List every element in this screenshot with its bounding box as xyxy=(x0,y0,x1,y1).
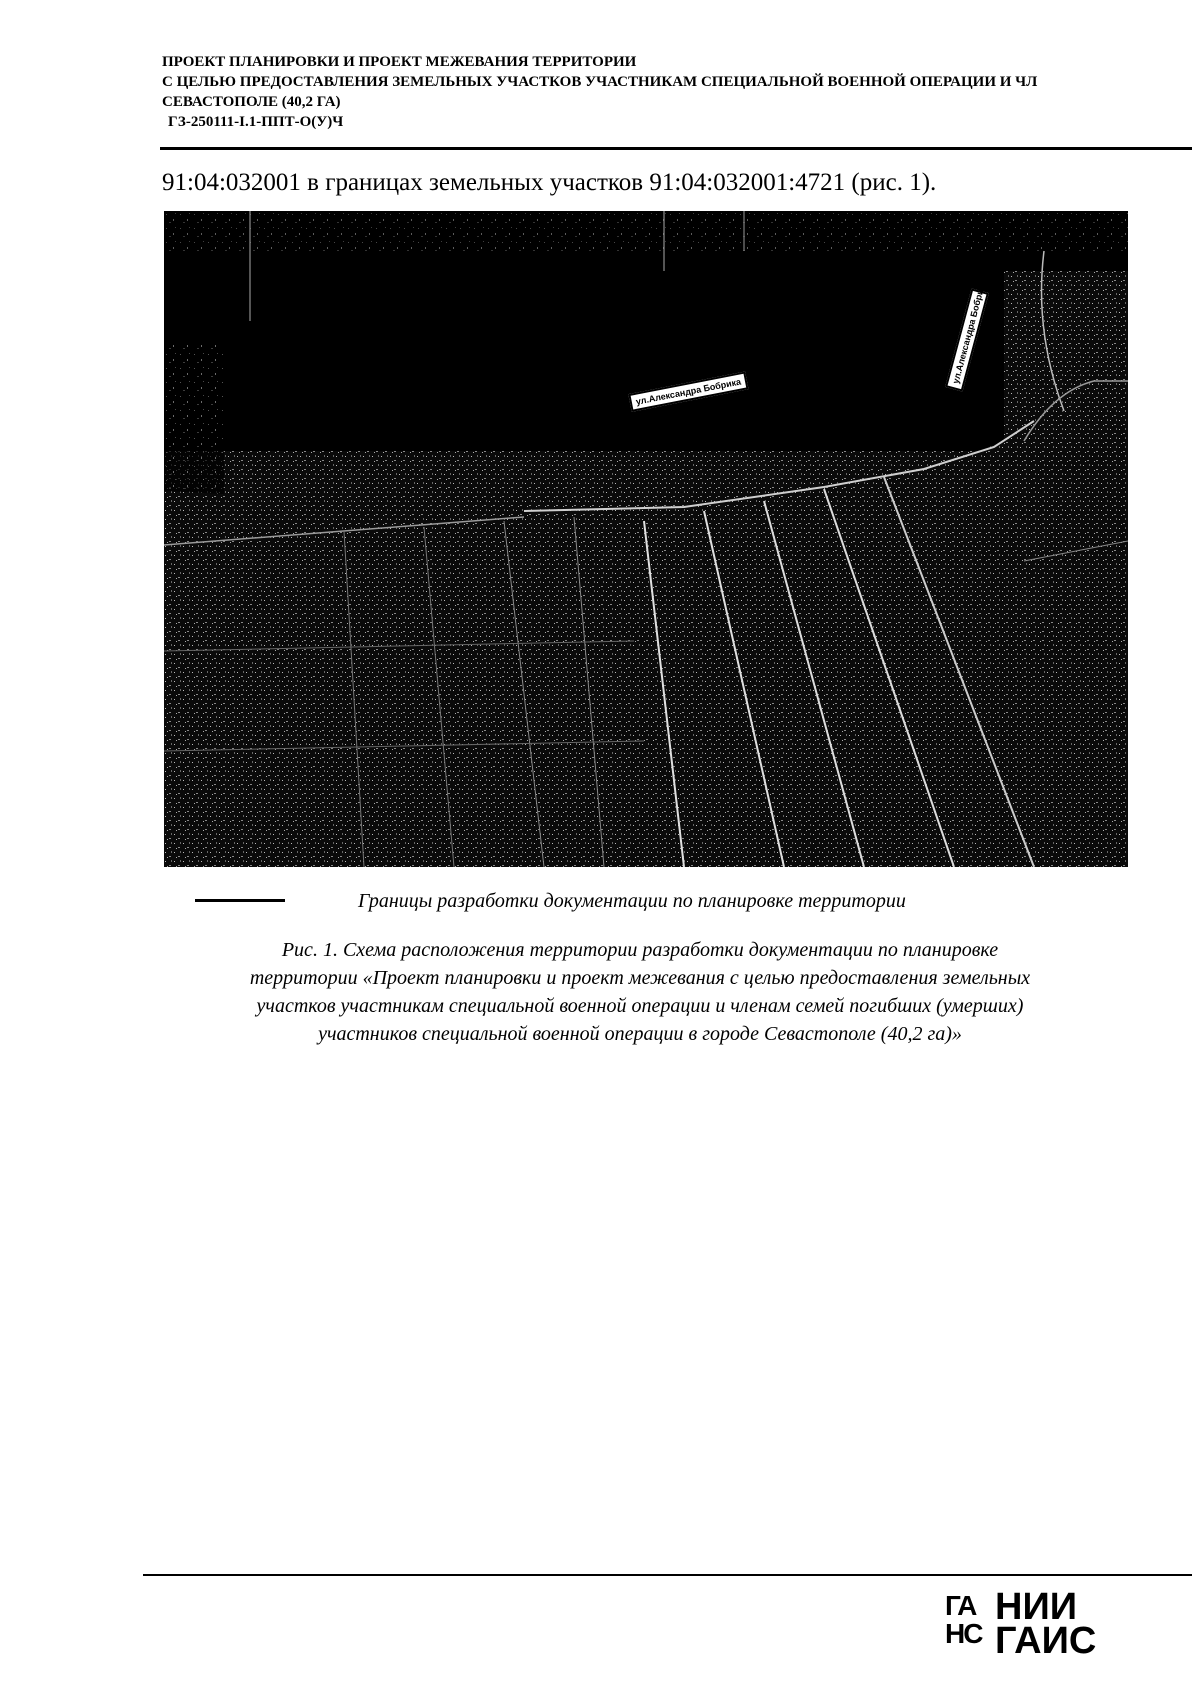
street-label-bobrika: ул.Александра Бобрика xyxy=(628,371,748,411)
caption-line-3: участков участникам специальной военной операции и членам семей погибших (умерших) xyxy=(256,995,1024,1017)
header-title-line-3: СЕВАСТОПОЛЕ (40,2 ГА) xyxy=(162,94,341,110)
street-label-bobrika-vertical: ул.Александра Бобрика xyxy=(945,288,989,391)
logo-text-top: НИИ xyxy=(995,1586,1078,1628)
aerial-map-image xyxy=(164,211,1128,867)
logo-mark-bottom: НС xyxy=(945,1618,982,1649)
header-title-line-2: С ЦЕЛЬЮ ПРЕДОСТАВЛЕНИЯ ЗЕМЕЛЬНЫХ УЧАСТКОВ УЧАСТНИКАМ СПЕЦИАЛЬНОЙ ВОЕННОЙ ОПЕРАЦИИ И ЧЛ xyxy=(162,74,1038,90)
boundary-line-symbol xyxy=(195,899,285,902)
figure-caption xyxy=(170,936,1110,1048)
document-code: ГЗ-250111-I.1-ППТ-О(У)Ч xyxy=(168,114,344,130)
logo-mark-top: ГА xyxy=(945,1590,976,1621)
legend-label: Границы разработки документации по планировке территории xyxy=(358,890,906,912)
intro-text: 91:04:032001 в границах земельных участков 91:04:032001:4721 (рис. 1). xyxy=(162,169,937,196)
nii-gais-logo xyxy=(945,1586,1125,1662)
logo-mark-icon xyxy=(945,1592,989,1654)
caption-line-2: территории «Проект планировки и проект межевания с целью предоставления земельных xyxy=(249,967,1031,989)
logo-wordmark xyxy=(995,1586,1097,1662)
footer-divider xyxy=(143,1574,1192,1576)
header-title-line-1: ПРОЕКТ ПЛАНИРОВКИ И ПРОЕКТ МЕЖЕВАНИЯ ТЕРРИТОРИИ xyxy=(162,54,637,70)
caption-line-1: Рис. 1. Схема расположения территории разработки документации по планировке xyxy=(281,939,999,961)
logo-text-bottom: ГАИС xyxy=(995,1620,1097,1662)
map-legend xyxy=(195,886,1195,916)
caption-line-4: участников специальной военной операции в городе Севастополе (40,2 га)» xyxy=(318,1023,962,1045)
header-divider xyxy=(160,147,1192,150)
document-header xyxy=(162,52,1192,132)
